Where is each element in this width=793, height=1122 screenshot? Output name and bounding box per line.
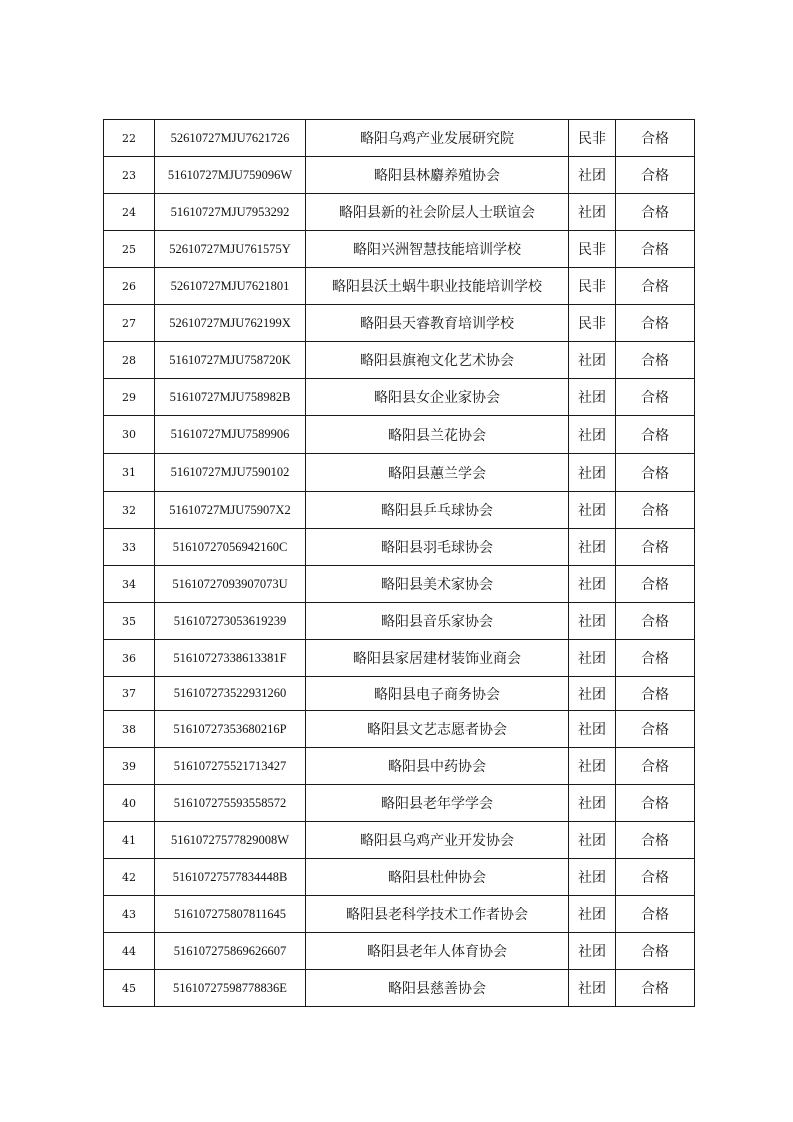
credit-code: 516107275869626607 <box>155 933 306 970</box>
table-row <box>104 157 695 194</box>
row-number: 32 <box>104 492 155 529</box>
organization-name: 略阳县老科学技术工作者协会 <box>306 896 569 933</box>
organization-type: 社团 <box>569 379 616 416</box>
table-row <box>104 566 695 603</box>
row-number: 22 <box>104 120 155 157</box>
row-number: 27 <box>104 305 155 342</box>
table-row <box>104 859 695 896</box>
inspection-result: 合格 <box>616 120 695 157</box>
credit-code: 51610727338613381F <box>155 640 306 677</box>
inspection-result: 合格 <box>616 640 695 677</box>
table-row <box>104 785 695 822</box>
inspection-result: 合格 <box>616 896 695 933</box>
table-row <box>104 933 695 970</box>
row-number: 25 <box>104 231 155 268</box>
organization-type: 社团 <box>569 342 616 379</box>
inspection-result: 合格 <box>616 785 695 822</box>
credit-code: 51610727MJU75907X2 <box>155 492 306 529</box>
row-number: 36 <box>104 640 155 677</box>
table-row <box>104 529 695 566</box>
organization-name: 略阳县乌鸡产业开发协会 <box>306 822 569 859</box>
organization-type: 社团 <box>569 896 616 933</box>
inspection-result: 合格 <box>616 748 695 785</box>
credit-code: 51610727MJU7590102 <box>155 454 306 492</box>
inspection-result: 合格 <box>616 822 695 859</box>
organization-type: 民非 <box>569 268 616 305</box>
inspection-result: 合格 <box>616 379 695 416</box>
row-number: 42 <box>104 859 155 896</box>
row-number: 29 <box>104 379 155 416</box>
organization-name: 略阳县沃土蜗牛职业技能培训学校 <box>306 268 569 305</box>
organization-name: 略阳县杜仲协会 <box>306 859 569 896</box>
table-row <box>104 120 695 157</box>
table-row <box>104 711 695 748</box>
row-number: 41 <box>104 822 155 859</box>
table-row <box>104 492 695 529</box>
organization-type: 社团 <box>569 677 616 711</box>
row-number: 26 <box>104 268 155 305</box>
organization-type: 社团 <box>569 194 616 231</box>
organization-type: 社团 <box>569 785 616 822</box>
inspection-result: 合格 <box>616 454 695 492</box>
organization-name: 略阳县慈善协会 <box>306 970 569 1007</box>
row-number: 23 <box>104 157 155 194</box>
inspection-result: 合格 <box>616 305 695 342</box>
credit-code: 51610727056942160C <box>155 529 306 566</box>
organization-name: 略阳县老年学学会 <box>306 785 569 822</box>
organization-name: 略阳兴洲智慧技能培训学校 <box>306 231 569 268</box>
row-number: 30 <box>104 416 155 454</box>
row-number: 35 <box>104 603 155 640</box>
table-row <box>104 268 695 305</box>
table-row <box>104 640 695 677</box>
organization-name: 略阳县音乐家协会 <box>306 603 569 640</box>
organization-type: 社团 <box>569 416 616 454</box>
table-row <box>104 454 695 492</box>
organization-type: 社团 <box>569 454 616 492</box>
organization-type: 社团 <box>569 859 616 896</box>
organization-type: 社团 <box>569 492 616 529</box>
inspection-result: 合格 <box>616 603 695 640</box>
row-number: 28 <box>104 342 155 379</box>
table-row <box>104 970 695 1007</box>
credit-code: 51610727MJU7589906 <box>155 416 306 454</box>
organization-type: 社团 <box>569 566 616 603</box>
inspection-result: 合格 <box>616 231 695 268</box>
row-number: 31 <box>104 454 155 492</box>
credit-code: 51610727577834448B <box>155 859 306 896</box>
table-row <box>104 603 695 640</box>
row-number: 37 <box>104 677 155 711</box>
credit-code: 52610727MJU7621801 <box>155 268 306 305</box>
credit-code: 51610727577829008W <box>155 822 306 859</box>
organization-type: 社团 <box>569 529 616 566</box>
credit-code: 51610727598778836E <box>155 970 306 1007</box>
table-row <box>104 822 695 859</box>
organization-name: 略阳县新的社会阶层人士联谊会 <box>306 194 569 231</box>
inspection-result: 合格 <box>616 342 695 379</box>
table-row <box>104 379 695 416</box>
inspection-result: 合格 <box>616 492 695 529</box>
row-number: 43 <box>104 896 155 933</box>
credit-code: 52610727MJU7621726 <box>155 120 306 157</box>
organization-name: 略阳县乒乓球协会 <box>306 492 569 529</box>
organization-name: 略阳县女企业家协会 <box>306 379 569 416</box>
organization-name: 略阳县旗袍文化艺术协会 <box>306 342 569 379</box>
credit-code: 52610727MJU762199X <box>155 305 306 342</box>
table-row <box>104 231 695 268</box>
credit-code: 51610727MJU759096W <box>155 157 306 194</box>
organization-type: 社团 <box>569 970 616 1007</box>
organization-name: 略阳县美术家协会 <box>306 566 569 603</box>
credit-code: 52610727MJU761575Y <box>155 231 306 268</box>
table-row <box>104 342 695 379</box>
inspection-result: 合格 <box>616 416 695 454</box>
inspection-result: 合格 <box>616 194 695 231</box>
credit-code: 516107275521713427 <box>155 748 306 785</box>
organization-type: 社团 <box>569 933 616 970</box>
organization-type: 民非 <box>569 231 616 268</box>
credit-code: 516107275807811645 <box>155 896 306 933</box>
organization-name: 略阳县天睿教育培训学校 <box>306 305 569 342</box>
organization-table <box>103 119 695 1007</box>
inspection-result: 合格 <box>616 566 695 603</box>
row-number: 44 <box>104 933 155 970</box>
table-row <box>104 305 695 342</box>
organization-name: 略阳县文艺志愿者协会 <box>306 711 569 748</box>
organization-type: 民非 <box>569 120 616 157</box>
inspection-result: 合格 <box>616 859 695 896</box>
row-number: 39 <box>104 748 155 785</box>
table-row <box>104 748 695 785</box>
row-number: 38 <box>104 711 155 748</box>
credit-code: 51610727MJU758982B <box>155 379 306 416</box>
organization-name: 略阳县林麝养殖协会 <box>306 157 569 194</box>
row-number: 40 <box>104 785 155 822</box>
inspection-result: 合格 <box>616 157 695 194</box>
credit-code: 516107273522931260 <box>155 677 306 711</box>
organization-type: 社团 <box>569 822 616 859</box>
organization-type: 社团 <box>569 603 616 640</box>
organization-type: 社团 <box>569 748 616 785</box>
credit-code: 51610727MJU7953292 <box>155 194 306 231</box>
inspection-result: 合格 <box>616 677 695 711</box>
table-row <box>104 416 695 454</box>
credit-code: 516107275593558572 <box>155 785 306 822</box>
credit-code: 51610727353680216P <box>155 711 306 748</box>
row-number: 45 <box>104 970 155 1007</box>
row-number: 24 <box>104 194 155 231</box>
inspection-result: 合格 <box>616 268 695 305</box>
table-row <box>104 194 695 231</box>
organization-name: 略阳县老年人体育协会 <box>306 933 569 970</box>
table-row <box>104 896 695 933</box>
inspection-result: 合格 <box>616 970 695 1007</box>
organization-type: 民非 <box>569 305 616 342</box>
row-number: 34 <box>104 566 155 603</box>
table-body <box>104 120 695 1007</box>
organization-name: 略阳县羽毛球协会 <box>306 529 569 566</box>
organization-name: 略阳县兰花协会 <box>306 416 569 454</box>
organization-name: 略阳县家居建材装饰业商会 <box>306 640 569 677</box>
credit-code: 516107273053619239 <box>155 603 306 640</box>
inspection-result: 合格 <box>616 711 695 748</box>
table-row <box>104 677 695 711</box>
organization-type: 社团 <box>569 640 616 677</box>
inspection-result: 合格 <box>616 933 695 970</box>
organization-name: 略阳县蕙兰学会 <box>306 454 569 492</box>
credit-code: 51610727MJU758720K <box>155 342 306 379</box>
organization-name: 略阳县中药协会 <box>306 748 569 785</box>
organization-name: 略阳县电子商务协会 <box>306 677 569 711</box>
credit-code: 51610727093907073U <box>155 566 306 603</box>
organization-type: 社团 <box>569 711 616 748</box>
organization-type: 社团 <box>569 157 616 194</box>
organization-name: 略阳乌鸡产业发展研究院 <box>306 120 569 157</box>
inspection-result: 合格 <box>616 529 695 566</box>
row-number: 33 <box>104 529 155 566</box>
